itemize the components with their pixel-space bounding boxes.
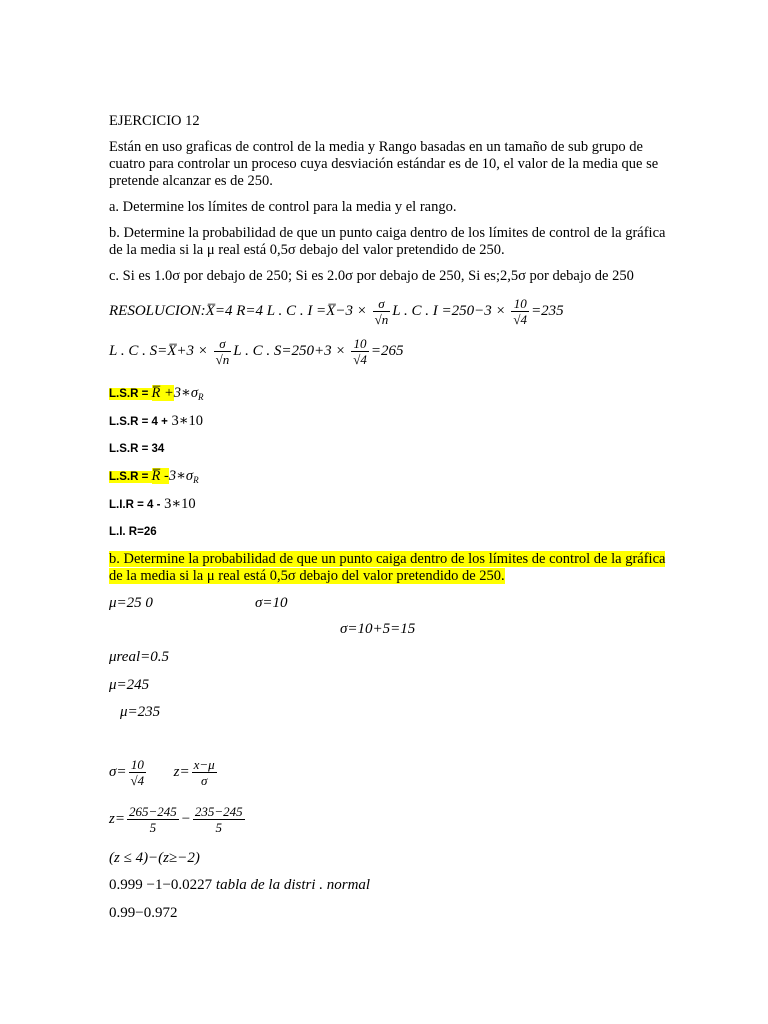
z-frac-1 [127,804,179,835]
sigma-z-formulas [109,757,219,788]
frac-num: 235−245 [194,804,243,819]
sigma-over-sqrt-n [214,336,232,367]
lir-formula [109,468,199,489]
frac-num: 265−245 [128,804,177,819]
sigma-frac [129,757,147,788]
lir-formula-sub: R [193,475,199,485]
lsr-result: L.S.R = 34 [109,443,165,455]
lsr-formula-term: 3∗σ [173,385,199,401]
lir-formula-rbar: R̅ - [151,468,169,484]
lsr-calc-term: 3∗10 [171,413,204,429]
z-frac-2 [193,804,245,835]
frac-num: x−μ [193,757,215,772]
frac-den: 5 [215,820,223,835]
lcs-part1: L . C . S=X̅+3 × [109,342,208,359]
ten-over-sqrt-4 [351,336,369,367]
table-note: tabla de la distri . normal [215,877,371,893]
resolucion-part2: L . C . I =250−3 × [392,302,506,319]
frac-den: √4 [130,773,145,788]
eq-sigma: σ=10 [255,595,288,611]
sigma-lhs: σ= [109,763,127,780]
lir-formula-label: L.S.R = [109,471,152,483]
frac-num: 10 [511,296,529,312]
lcs-part3: =265 [370,342,404,359]
final-result: 0.99−0.972 [109,905,178,921]
table-values: 0.999 −1−0.0227 [109,877,216,893]
frac-den: √4 [513,312,528,327]
resolucion-part3: =235 [531,302,564,319]
ten-over-sqrt-4 [511,296,529,327]
eq-mu: μ=25 0 [109,595,153,611]
probability-expression: (z ≤ 4)−(z≥−2) [109,850,200,866]
frac-num: σ [214,336,232,352]
lir-result: L.I. R=26 [109,526,157,538]
lsr-calc-label: L.S.R = 4 + [109,416,168,428]
lsr-formula-rbar: R̅ + [151,385,174,401]
lsr-formula [109,385,204,406]
z-minus: − [180,810,191,827]
exercise-title: EJERCICIO 12 [109,113,200,129]
lir-calc-term: 3∗10 [164,496,196,512]
question-b-repeat-line-1 [109,551,665,568]
table-line [109,877,370,894]
sigma-over-sqrt-n [373,296,391,327]
z-lhs: z= [173,763,190,780]
intro-line-2: cuatro para controlar un proceso cuya desviación estándar es de 10, el valor de la media que se [109,156,659,172]
eq-mu-245: μ=245 [109,677,150,693]
z-comp-lhs: z= [109,810,125,827]
question-c: c. Si es 1.0σ por debajo de 250; Si es 2.0σ por debajo de 250, Si es;2,5σ por debajo de 250 [109,268,634,284]
z-frac [192,757,217,788]
question-b-line-2: de la media si la μ real está 0,5σ debajo del valor pretendido de 250. [109,242,505,258]
lir-formula-term: 3∗σ [168,468,194,484]
eq-sigma-sum: σ=10+5=15 [340,621,416,637]
eq-mu-235: μ=235 [120,704,161,720]
intro-line-3: pretende alcanzar es de 250. [109,173,273,189]
lcs-part2: L . C . S=250+3 × [233,342,346,359]
lir-calc [109,496,196,514]
frac-num: 10 [129,757,147,773]
lir-calc-label: L.I.R = 4 - [109,499,161,511]
resolucion-part1: :X̅=4 R=4 L . C . I =X̅−3 × [200,302,367,319]
eq-mu-real: μreal=0.5 [109,649,170,665]
lsr-calc [109,413,203,431]
highlight-text: b. Determine la probabilidad de que un punto caiga dentro de los límites de control de la gráfica [109,551,666,567]
question-b-line-1: b. Determine la probabilidad de que un punto caiga dentro de los límites de control de la gráfica [109,225,666,241]
lsr-formula-label: L.S.R = [109,388,152,400]
question-a: a. Determine los límites de control para la media y el rango. [109,199,457,215]
resolucion-line-1 [109,296,564,327]
frac-num: 10 [351,336,369,352]
frac-den: σ [200,773,208,788]
frac-den: √n [215,352,230,367]
frac-num: σ [373,296,391,312]
question-b-repeat-line-2 [109,568,505,585]
intro-line-1: Están en uso graficas de control de la media y Rango basadas en un tamaño de sub grupo de [109,139,643,155]
frac-den: √n [374,312,389,327]
frac-den: 5 [149,820,157,835]
highlight-text: de la media si la μ real está 0,5σ debajo del valor pretendido de 250. [109,568,505,584]
z-computation [109,804,247,835]
lsr-formula-sub: R [198,392,204,402]
frac-den: √4 [353,352,367,367]
resolucion-lead: RESOLUCION [109,302,201,319]
resolucion-line-2 [109,336,403,367]
